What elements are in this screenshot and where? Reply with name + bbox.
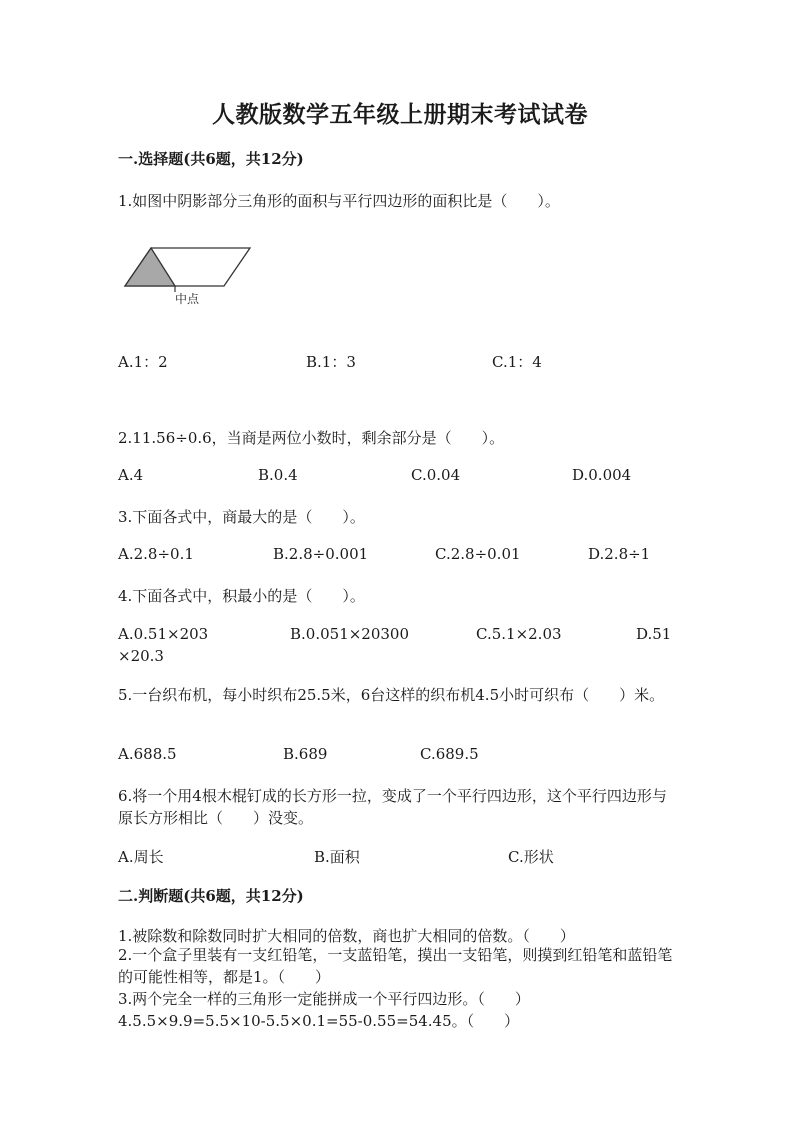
option-2c[interactable]: C.0.04: [411, 466, 461, 484]
question-1: 1.如图中阴影部分三角形的面积与平行四边形的面积比是（ ）。: [118, 192, 560, 210]
question-4: 4.下面各式中，积最小的是（ ）。: [118, 587, 365, 605]
option-3a[interactable]: A.2.8÷0.1: [118, 545, 194, 563]
question-5: 5.一台织布机，每小时织布25.5米，6台这样的织布机4.5小时可织布（ ）米。: [118, 686, 665, 704]
option-1a[interactable]: A.1：2: [118, 353, 168, 371]
option-6a[interactable]: A.周长: [118, 848, 164, 866]
option-4a[interactable]: A.0.51×203: [118, 625, 209, 643]
judgment-2: 2.一个盒子里装有一支红铅笔，一支蓝铅笔，摸出一支铅笔，则摸到红铅笔和蓝铅笔的可能性相等，都是1。（ ）: [118, 946, 673, 986]
option-4c[interactable]: C.5.1×2.03: [476, 625, 562, 643]
section-header-choice: 一.选择题(共6题，共12分): [118, 150, 304, 168]
section-header-judgment: 二.判断题(共6题，共12分): [118, 887, 304, 905]
option-5c[interactable]: C.689.5: [420, 745, 479, 763]
option-6c[interactable]: C.形状: [508, 848, 554, 866]
question-2: 2.11.56÷0.6，当商是两位小数时，剩余部分是（ ）。: [118, 429, 505, 447]
option-4d-continued: ×20.3: [118, 647, 164, 665]
option-4d[interactable]: D.51: [636, 625, 672, 643]
option-4b[interactable]: B.0.051×20300: [290, 625, 410, 643]
option-5a[interactable]: A.688.5: [118, 745, 177, 763]
option-2b[interactable]: B.0.4: [258, 466, 298, 484]
question-6: 6.将一个用4根木棍钉成的长方形一拉，变成了一个平行四边形，这个平行四边形与原长方形相比（ ）没变。: [118, 787, 667, 827]
option-2d[interactable]: D.0.004: [572, 466, 632, 484]
option-2a[interactable]: A.4: [118, 466, 144, 484]
option-6b[interactable]: B.面积: [314, 848, 360, 866]
judgment-1: 1.被除数和除数同时扩大相同的倍数，商也扩大相同的倍数。（ ）: [118, 927, 575, 945]
judgment-4: 4.5.5×9.9=5.5×10-5.5×0.1=55-0.55=54.45。（ ）: [118, 1012, 520, 1030]
judgment-3: 3.两个完全一样的三角形一定能拼成一个平行四边形。（ ）: [118, 990, 530, 1008]
option-3b[interactable]: B.2.8÷0.001: [273, 545, 369, 563]
option-3c[interactable]: C.2.8÷0.01: [435, 545, 521, 563]
option-1b[interactable]: B.1：3: [306, 353, 356, 371]
figure-label-midpoint: 中点: [175, 292, 200, 306]
option-3d[interactable]: D.2.8÷1: [588, 545, 651, 563]
question-3: 3.下面各式中，商最大的是（ ）。: [118, 508, 365, 526]
page-title: 人教版数学五年级上册期末考试试卷: [212, 101, 588, 128]
parallelogram-figure: [118, 240, 268, 310]
option-5b[interactable]: B.689: [283, 745, 328, 763]
shaded-triangle: [125, 248, 175, 286]
option-1c[interactable]: C.1：4: [492, 353, 542, 371]
